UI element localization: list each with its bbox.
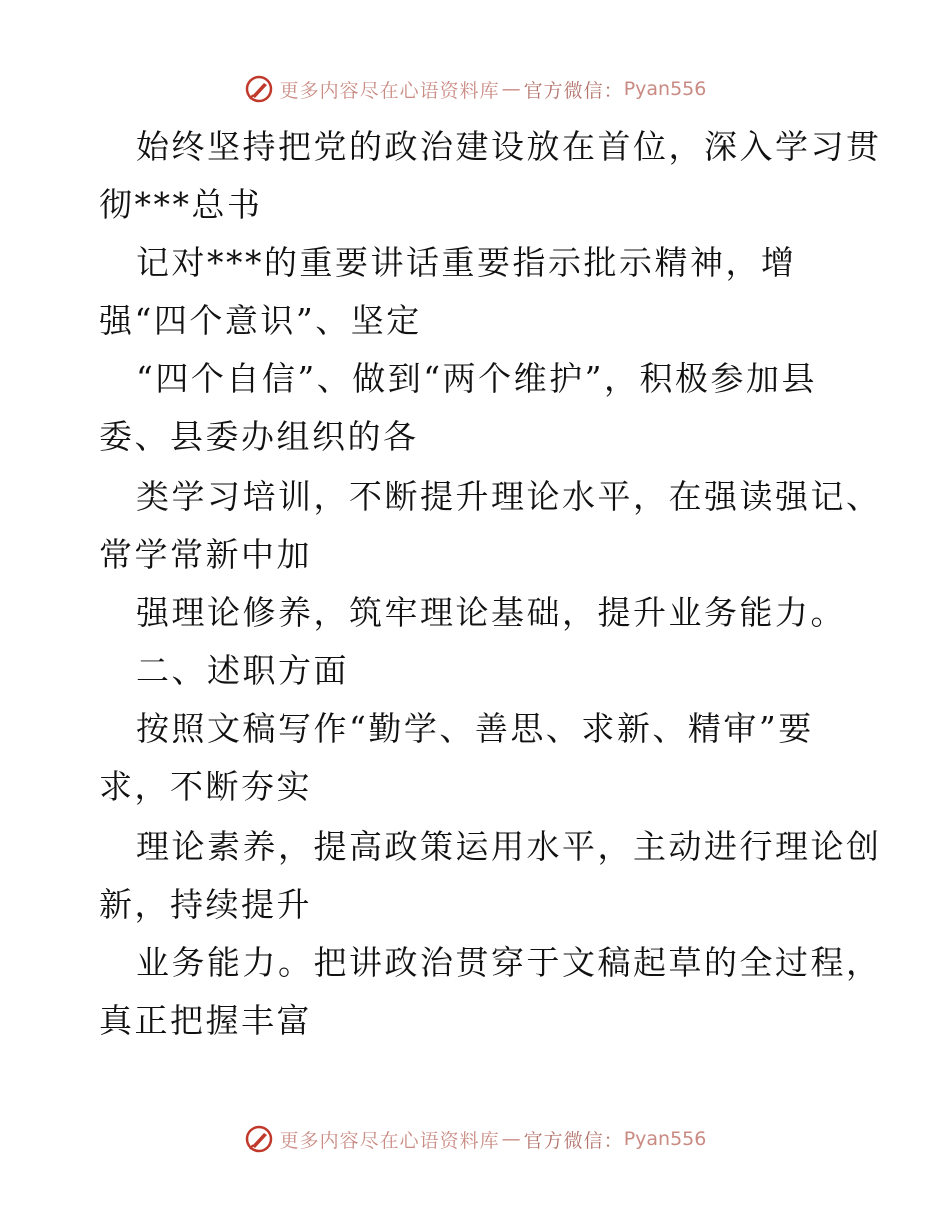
text-line: 求，不断夯实 xyxy=(99,767,312,806)
text-line: 按照文稿写作“勤学、善思、求新、精审”要 xyxy=(136,709,814,748)
text-line: 记对***的重要讲话重要指示批示精神，增 xyxy=(136,243,797,282)
section-heading: 二、述职方面 xyxy=(136,651,349,690)
text-line: 类学习培训，不断提升理论水平，在强读强记、 xyxy=(136,477,882,516)
feather-pen-logo-icon xyxy=(244,74,274,104)
watermark-main-text: 更多内容尽在心语资料库 xyxy=(279,79,500,102)
text-line: 委、县委办组织的各 xyxy=(99,417,419,456)
text-line: 强理论修养，筑牢理论基础，提升业务能力。 xyxy=(136,593,846,632)
watermark-wechat-id: Pyan556 xyxy=(623,1128,707,1150)
text-line: “四个自信”、做到“两个维护”，积极参加县 xyxy=(136,359,817,398)
text-line: 始终坚持把党的政治建设放在首位，深入学习贯 xyxy=(136,127,882,166)
text-line: 真正把握丰富 xyxy=(99,1001,312,1040)
text-line: 业务能力。把讲政治贯穿于文稿起草的全过程， xyxy=(136,943,882,982)
text-line: 常学常新中加 xyxy=(99,535,312,574)
text-line: 强“四个意识”、坚定 xyxy=(99,301,422,340)
watermark-sub-text: 官方微信： xyxy=(523,1129,624,1152)
watermark-wechat-id: Pyan556 xyxy=(623,78,707,100)
text-line: 彻***总书 xyxy=(99,185,263,224)
feather-pen-logo-icon xyxy=(244,1124,274,1154)
watermark-header xyxy=(0,74,950,104)
watermark-main-text: 更多内容尽在心语资料库 xyxy=(279,1129,500,1152)
watermark-dash: — xyxy=(501,1128,522,1150)
watermark-sub-text: 官方微信： xyxy=(523,79,624,102)
watermark-footer xyxy=(0,1124,950,1154)
text-line: 理论素养，提高政策运用水平，主动进行理论创 xyxy=(136,827,882,866)
text-line: 新，持续提升 xyxy=(99,885,312,924)
watermark-dash: — xyxy=(501,78,522,100)
